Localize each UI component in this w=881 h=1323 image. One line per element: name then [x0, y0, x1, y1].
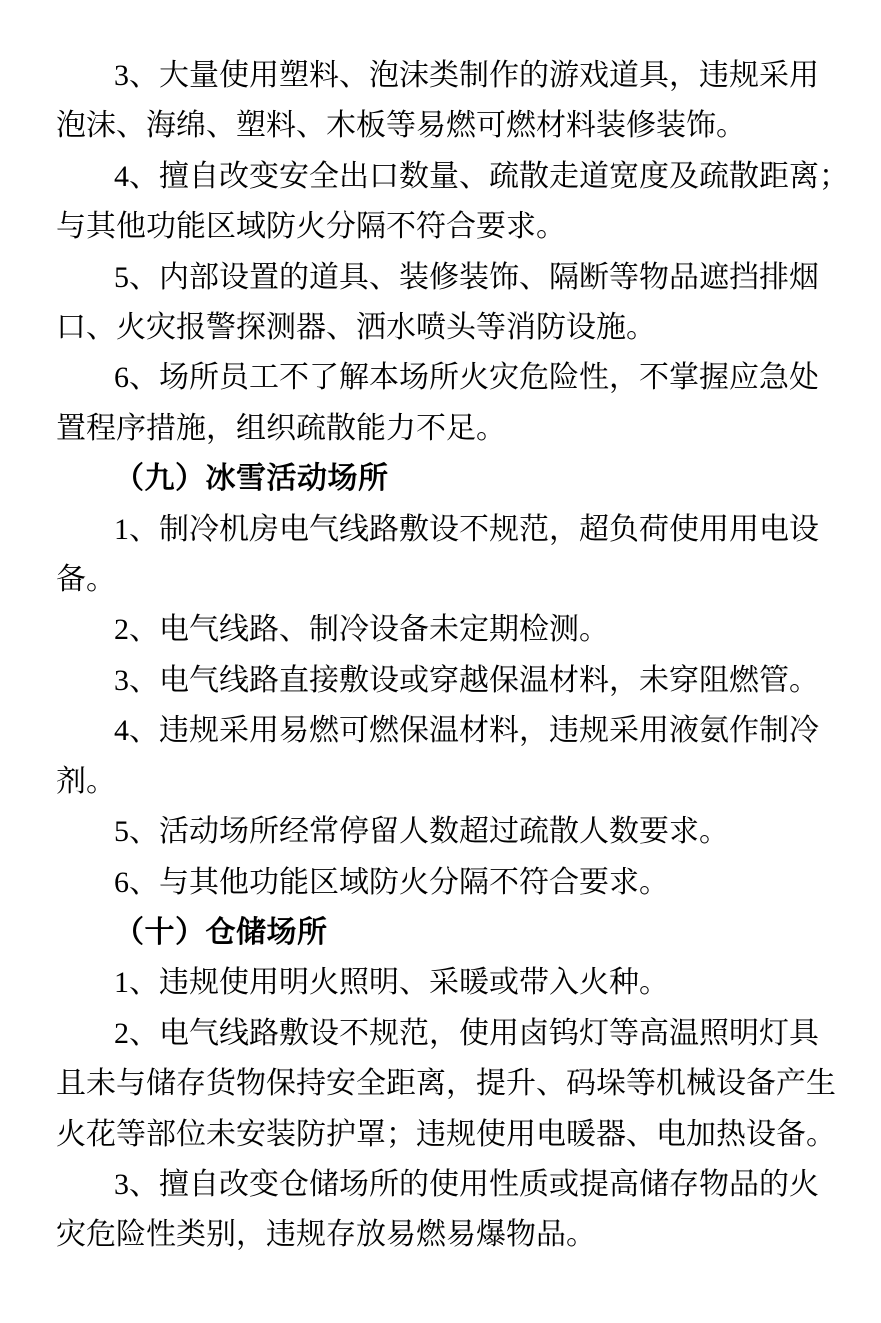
- list-item-line: 火花等部位未安装防护罩；违规使用电暖器、电加热设备。: [56, 1117, 836, 1151]
- list-item-line: 泡沫、海绵、塑料、木板等易燃可燃材料装修装饰。: [56, 109, 746, 143]
- section-heading-text: （九）冰雪活动场所: [114, 462, 389, 496]
- list-item-4-amusement: [56, 152, 851, 253]
- list-item-line: 剂。: [56, 764, 116, 798]
- list-item-line: 5、内部设置的道具、装修装饰、隔断等物品遮挡排烟: [114, 260, 819, 294]
- list-item-line: 与其他功能区域防火分隔不符合要求。: [56, 210, 566, 244]
- list-item-3-amusement: [56, 51, 851, 152]
- list-item-2-ice-snow: [56, 605, 851, 655]
- list-item-line: 备。: [56, 563, 116, 597]
- list-item-2-warehouse: [56, 1009, 851, 1160]
- list-item-1-ice-snow: [56, 505, 851, 606]
- list-item-line: 3、大量使用塑料、泡沫类制作的游戏道具，违规采用: [114, 59, 819, 92]
- list-item-6-ice-snow: [56, 858, 851, 908]
- document-body: [56, 51, 851, 1261]
- section-heading-text: （十）仓储场所: [114, 915, 328, 949]
- list-item-line: 4、违规采用易燃可燃保温材料，违规采用液氨作制冷: [114, 714, 819, 748]
- list-item-line: 2、电气线路、制冷设备未定期检测。: [114, 613, 609, 647]
- list-item-line: 6、与其他功能区域防火分隔不符合要求。: [114, 865, 669, 899]
- list-item-line: 3、擅自改变仓储场所的使用性质或提高储存物品的火: [114, 1167, 819, 1201]
- list-item-6-amusement: [56, 353, 851, 454]
- list-item-5-amusement: [56, 253, 851, 354]
- list-item-line: 且未与储存货物保持安全距离，提升、码垛等机械设备产生: [56, 1067, 836, 1101]
- list-item-line: 1、制冷机房电气线路敷设不规范，超负荷使用用电设: [114, 512, 819, 546]
- list-item-3-ice-snow: [56, 656, 851, 706]
- list-item-line: 1、违规使用明火照明、采暖或带入火种。: [114, 966, 669, 1000]
- list-item-line: 4、擅自改变安全出口数量、疏散走道宽度及疏散距离；: [114, 159, 849, 193]
- list-item-line: 6、场所员工不了解本场所火灾危险性，不掌握应急处: [114, 361, 819, 395]
- list-item-line: 2、电气线路敷设不规范，使用卤钨灯等高温照明灯具: [114, 1016, 819, 1050]
- list-item-3-warehouse: [56, 1160, 851, 1261]
- list-item-line: 置程序措施，组织疏散能力不足。: [56, 411, 506, 445]
- list-item-line: 3、电气线路直接敷设或穿越保温材料，未穿阻燃管。: [114, 663, 819, 697]
- section-heading-ice-snow-venues: [56, 454, 851, 504]
- list-item-line: 灾危险性类别，违规存放易燃易爆物品。: [56, 1218, 596, 1252]
- list-item-5-ice-snow: [56, 807, 851, 857]
- list-item-line: 口、火灾报警探测器、洒水喷头等消防设施。: [56, 311, 656, 345]
- list-item-4-ice-snow: [56, 706, 851, 807]
- section-heading-warehouse-venues: [56, 908, 851, 958]
- list-item-line: 5、活动场所经常停留人数超过疏散人数要求。: [114, 815, 729, 849]
- list-item-1-warehouse: [56, 958, 851, 1008]
